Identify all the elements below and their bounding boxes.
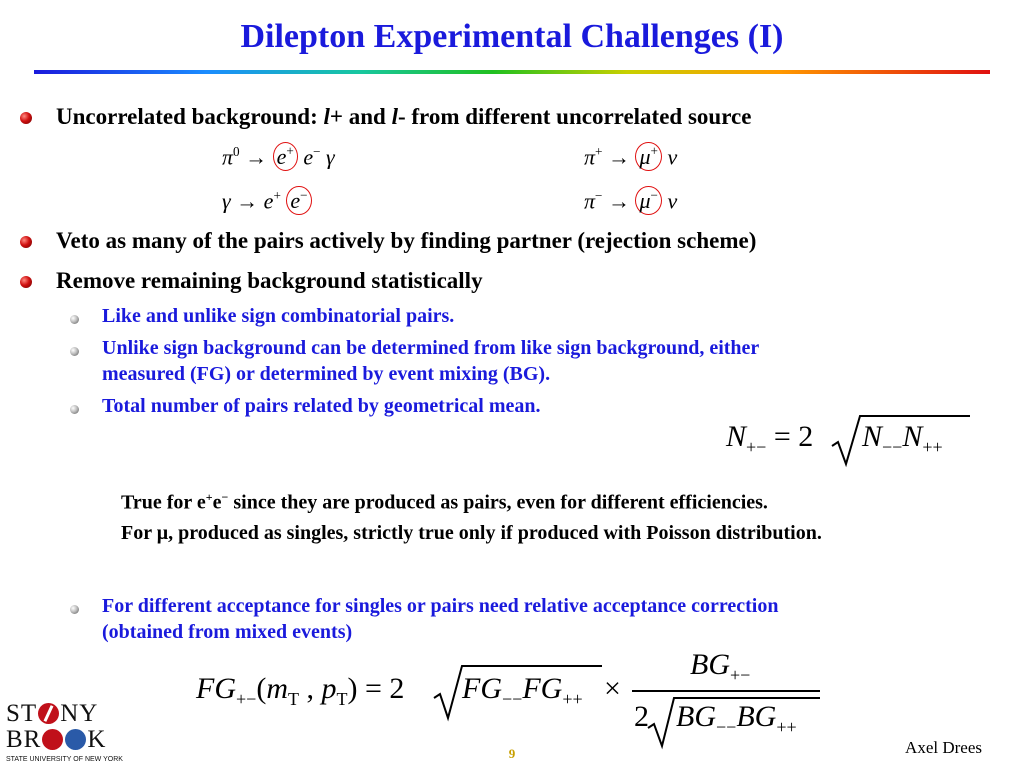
logo-line2: BR K [6, 726, 107, 753]
page-number: 9 [508, 746, 516, 761]
decay-gamma: γ → e+ e− [222, 188, 312, 214]
bullet-icon [20, 236, 32, 248]
b1-prefix: Uncorrelated background: [56, 104, 324, 129]
sub-bullet-unlike-sign: Unlike sign background can be determined from like sign background, either measured (FG) or determined by event mixing (BG). [102, 337, 760, 385]
bullet-icon [20, 112, 32, 124]
times-sign: × [604, 672, 621, 705]
decay-pi-minus: π− → μ− ν [584, 188, 678, 214]
decay-pi0: $\pi^0 \to e^+$ e− γ [222, 144, 335, 170]
e-plus-highlight: e+ [273, 142, 298, 171]
author: Axel Drees [905, 738, 982, 757]
equation-sqrt-content-1: $N_{--}N_{++}$ [862, 420, 943, 457]
denominator-two: 2 [634, 700, 649, 733]
logo-line1: ST NY [6, 700, 99, 727]
bullet-veto: Veto as many of the pairs actively by finding partner (rejection scheme) [56, 228, 757, 253]
equation-fg-sqrt: $FG_{--}FG_{++}$ [462, 672, 583, 709]
note-ee: True for e+e− since they are produced as pairs, even for different efficiencies. [121, 490, 768, 514]
bullet-remove: Remove remaining background statistically [56, 268, 483, 293]
fraction-bar [632, 690, 820, 692]
bullet-icon [20, 276, 32, 288]
sub-bullet-icon [70, 347, 79, 356]
note-mu: For μ, produced as singles, strictly true only if produced with Poisson distribution. [121, 522, 822, 544]
sub-bullet-geometric-mean: Total number of pairs related by geometrical mean. [102, 395, 541, 417]
b1-suffix: - from different uncorrelated source [397, 104, 752, 129]
e-minus-highlight: e− [286, 186, 311, 215]
sub-bullet-icon [70, 405, 79, 414]
slide-title: Dilepton Experimental Challenges (I) [240, 18, 784, 55]
sub-bullet-icon [70, 315, 79, 324]
b1-l: l [323, 104, 330, 129]
fraction-denominator-sqrt: $BG_{--}BG_{++}$ [676, 700, 797, 737]
decay-pi-plus: π+ → μ+ ν [584, 144, 678, 170]
b1-l2: l [391, 104, 398, 129]
mu-minus-highlight: μ− [635, 186, 661, 215]
fraction-numerator: $BG_{+-}$ [690, 648, 751, 685]
equation-fg-lhs: $FG_{+-}(m_T$ , $p_T) = 2$ [196, 672, 405, 709]
logo-subtitle: STATE UNIVERSITY OF NEW YORK [6, 756, 123, 763]
mu-plus-highlight: μ+ [635, 142, 661, 171]
bullet-uncorrelated [56, 104, 751, 130]
b1-mid: + and [329, 104, 392, 129]
sub-bullet-like-unlike: Like and unlike sign combinatorial pairs. [102, 305, 455, 327]
sub-bullet-icon [70, 605, 79, 614]
logo-o-circle [38, 703, 59, 724]
title-rule [34, 70, 990, 74]
equation-geometric-mean: $N_{+-} = 2$ [726, 420, 814, 457]
sub-bullet-acceptance: For different acceptance for singles or pairs need relative acceptance correction (obtained from mixed events) [102, 595, 779, 643]
